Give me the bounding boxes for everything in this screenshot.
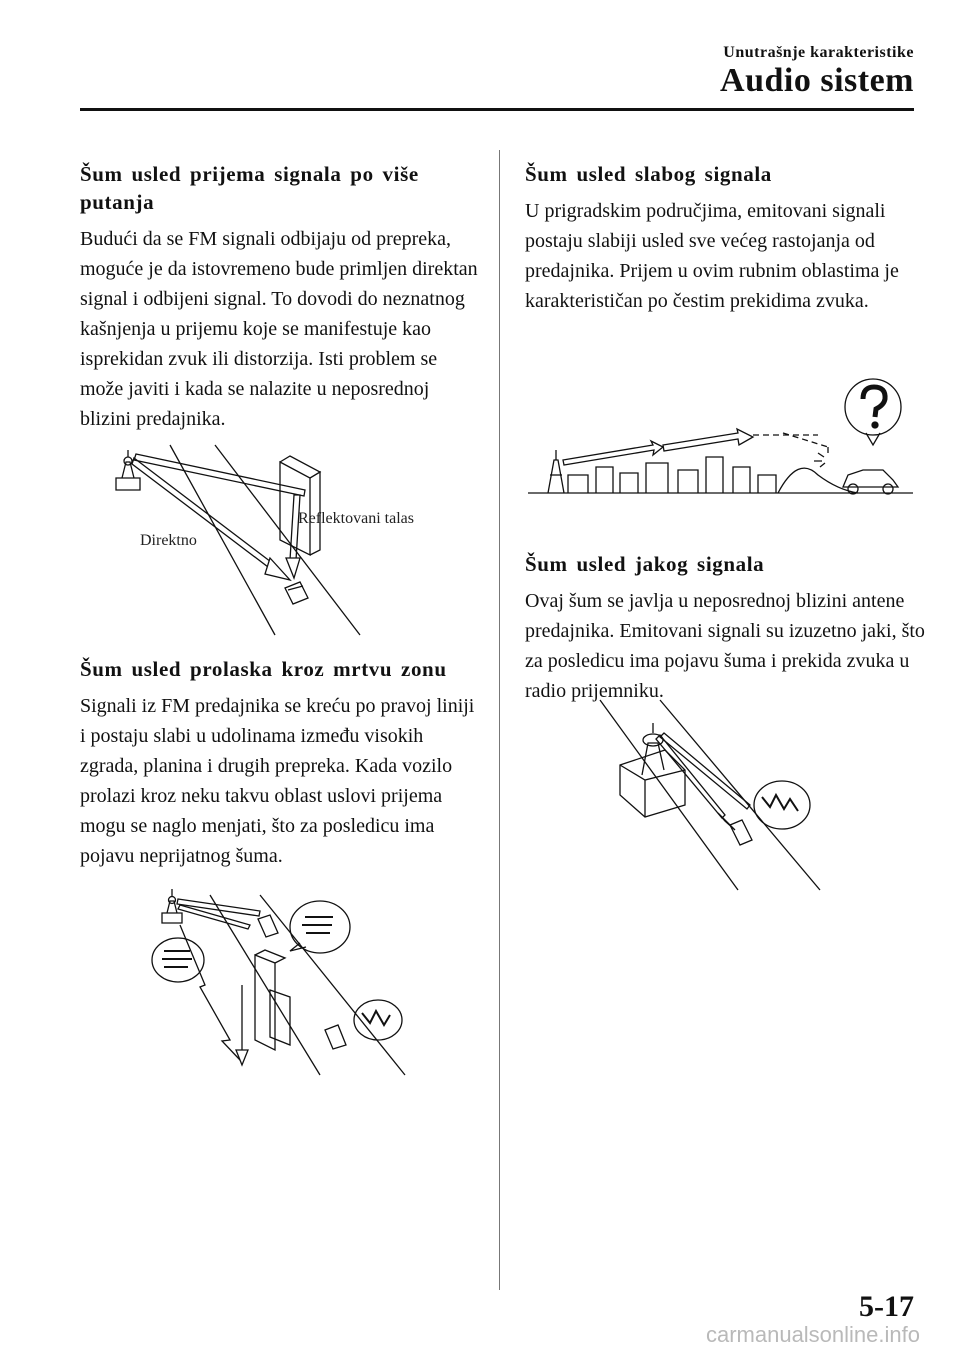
multipath-figure (100, 440, 460, 640)
strong-signal-body: Ovaj šum se javlja u neposrednoj blizini antene predajnika. Emitovani signali su izuzetno jaki, što za posledicu ima pojavu šuma i prekida zvuka u radio prijemniku. (525, 590, 925, 702)
strong-signal-figure (560, 695, 830, 895)
dead-zone-illustration (150, 885, 420, 1080)
dead-zone-heading: Šum usled prolaska kroz mrtvu zonu (80, 657, 447, 681)
weak-signal-section (525, 160, 925, 316)
strong-signal-heading: Šum usled jakog signala (525, 552, 765, 576)
weak-signal-illustration (528, 375, 918, 500)
watermark: carmanualsonline.info (705, 1322, 920, 1347)
direct-label: Direktno (140, 532, 197, 549)
reflected-label: Reflektovani talas (298, 510, 414, 527)
page-title: Audio sistem (720, 62, 914, 99)
dead-zone-section (80, 655, 480, 871)
weak-signal-body: U prigradskim područjima, emitovani signali postaju slabiji usled sve većeg rastojanja od predajnika. Prijem u ovim rubnim oblastima je karakterističan po čestim prekidima zvuka. (525, 200, 899, 312)
dead-zone-figure (150, 885, 420, 1080)
strong-signal-illustration (560, 695, 830, 895)
page-number: 5-17 (859, 1290, 914, 1323)
dead-zone-body: Signali iz FM predajnika se kreću po pravoj liniji i postaju slabi u udolinama između visokih zgrada, planina i drugih prepreka. Kada vozilo prolazi kroz neku takvu oblast uslovi prijema mogu se naglo menjati, što za posledicu ima pojavu neprijatnog šuma. (80, 695, 475, 867)
column-divider (499, 150, 500, 1290)
strong-signal-section (525, 550, 925, 706)
multipath-section (80, 160, 480, 434)
multipath-heading: Šum usled prijema signala po više putanja (80, 162, 419, 214)
weak-signal-heading: Šum usled slabog signala (525, 162, 772, 186)
section-header: Unutrašnje karakteristike (723, 44, 914, 61)
header-rule (80, 108, 914, 111)
weak-signal-figure (528, 375, 918, 500)
multipath-body: Budući da se FM signali odbijaju od prepreka, moguće je da istovremeno bude primljen direktan signal i odbijeni signal. To dovodi do neznatnog kašnjenja u prijemu koje se manifestuje kao isprekidan zvuk ili distorzija. Isti problem se može javiti i kada se nalazite u neposrednoj blizini predajnika. (80, 228, 478, 430)
